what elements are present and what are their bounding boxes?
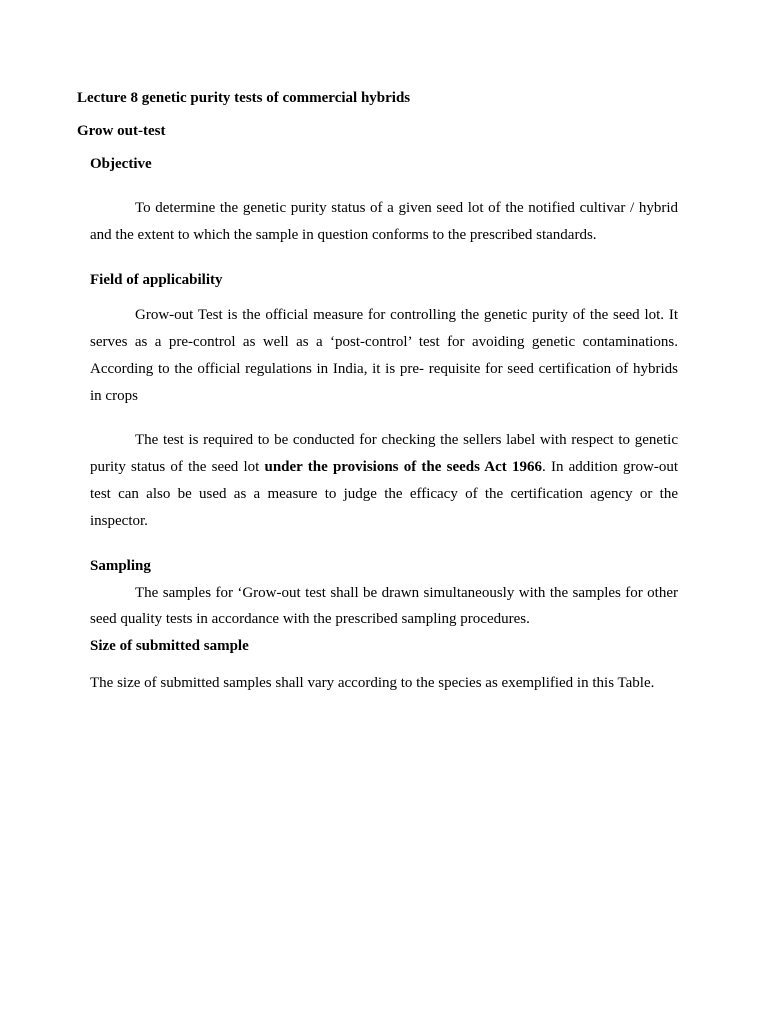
applicability-paragraph-2-text-b: . In addition grow-out test can also be used as a measure to judge the efficacy of the certification agency or the inspector. [90,459,678,529]
size-of-submitted-sample-heading: Size of submitted sample [90,638,249,654]
applicability-paragraph-2-text-a: The test is required to be conducted for checking the sellers label with respect to genetic purity status of the seed lot [90,432,678,475]
seeds-act-reference: under the provisions of the seeds Act 1966 [264,459,542,475]
objective-paragraph: To determine the genetic purity status of a given seed lot of the notified cultivar / hybrid and the extent to which the sample in question conforms to the prescribed standards. [90,200,678,243]
document-title: Lecture 8 genetic purity tests of commercial hybrids [77,90,411,106]
sampling-paragraph: The samples for ‘Grow-out test shall be drawn simultaneously with the samples for other seed quality tests in accordance with the prescribed sampling procedures. [90,585,678,627]
sampling-heading: Sampling [90,558,151,574]
applicability-paragraph-1: Grow-out Test is the official measure for controlling the genetic purity of the seed lot. It serves as a pre-control as well as a ‘post-control’ test for avoiding genetic contaminations. According to the official regulations in India, it is pre- requisite for seed certification of hybrids in crops [90,307,678,404]
section-title: Grow out-test [77,123,166,139]
field-of-applicability-heading: Field of applicability [90,272,223,288]
size-of-submitted-sample-paragraph: The size of submitted samples shall vary according to the species as exemplified in this Table. [90,675,655,691]
objective-heading: Objective [90,156,152,172]
applicability-paragraph-2 [90,427,678,535]
